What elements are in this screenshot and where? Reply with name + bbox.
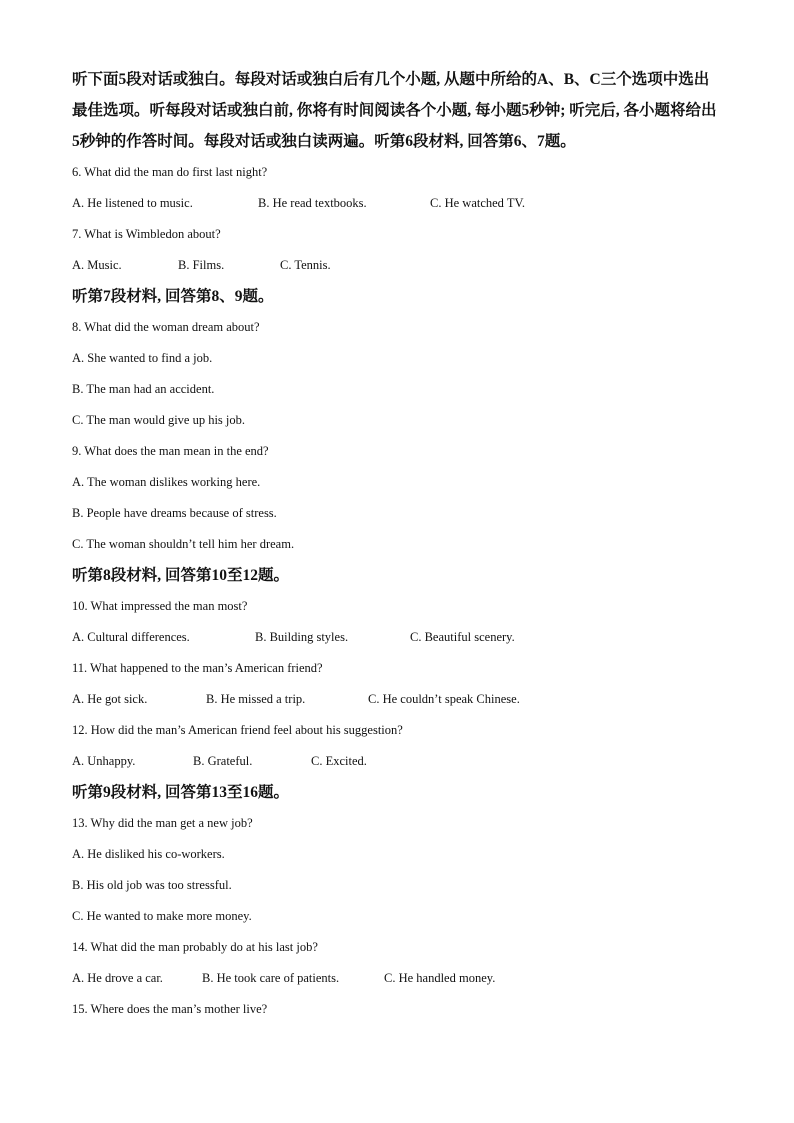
option-10b: B. Building styles. xyxy=(255,630,349,644)
option-10c: C. Beautiful scenery. xyxy=(410,630,515,644)
question-15: 15. Where does the man’s mother live? xyxy=(72,1002,268,1016)
section-heading-8: 听第8段材料, 回答第10至12题。 xyxy=(72,567,290,584)
section-heading-7: 听第7段材料, 回答第8、9题。 xyxy=(72,288,274,305)
option-13b: B. His old job was too stressful. xyxy=(72,878,232,892)
option-7b: B. Films. xyxy=(178,258,225,272)
section-heading-9: 听第9段材料, 回答第13至16题。 xyxy=(72,784,290,801)
question-7-options xyxy=(72,250,724,281)
question-13: 13. Why did the man get a new job? xyxy=(72,816,253,830)
question-6: 6. What did the man do first last night? xyxy=(72,165,268,179)
option-12c: C. Excited. xyxy=(311,754,367,768)
question-6-options xyxy=(72,188,724,219)
question-8: 8. What did the woman dream about? xyxy=(72,320,260,334)
question-7: 7. What is Wimbledon about? xyxy=(72,227,221,241)
option-7c: C. Tennis. xyxy=(280,258,331,272)
question-10-options xyxy=(72,622,724,653)
option-13c: C. He wanted to make more money. xyxy=(72,909,252,923)
section-instructions: 听下面5段对话或独白。每段对话或独白后有几个小题, 从题中所给的A、B、C三个选项中选出最佳选项。听每段对话或独白前, 你将有时间阅读各个小题, 每小题5秒钟; 听完后, 各小题将给出5秒钟的作答时间。每段对话或独白读两遍。听第6段材料, 回答第6、7题。 xyxy=(72,71,717,150)
question-14-options xyxy=(72,963,724,994)
question-12: 12. How did the man’s American friend feel about his suggestion? xyxy=(72,723,403,737)
page-content xyxy=(72,64,724,1025)
option-6a: A. He listened to music. xyxy=(72,196,193,210)
option-6c: C. He watched TV. xyxy=(430,196,526,210)
option-13a: A. He disliked his co-workers. xyxy=(72,847,225,861)
option-14a: A. He drove a car. xyxy=(72,971,163,985)
option-9c: C. The woman shouldn’t tell him her dream. xyxy=(72,537,295,551)
option-12b: B. Grateful. xyxy=(193,754,253,768)
option-9b: B. People have dreams because of stress. xyxy=(72,506,277,520)
option-11c: C. He couldn’t speak Chinese. xyxy=(368,692,520,706)
question-11: 11. What happened to the man’s American friend? xyxy=(72,661,323,675)
question-14: 14. What did the man probably do at his last job? xyxy=(72,940,318,954)
option-8b: B. The man had an accident. xyxy=(72,382,215,396)
option-8c: C. The man would give up his job. xyxy=(72,413,246,427)
option-14b: B. He took care of patients. xyxy=(202,971,340,985)
question-12-options xyxy=(72,746,724,777)
option-8a: A. She wanted to find a job. xyxy=(72,351,213,365)
option-9a: A. The woman dislikes working here. xyxy=(72,475,261,489)
option-6b: B. He read textbooks. xyxy=(258,196,367,210)
question-10: 10. What impressed the man most? xyxy=(72,599,248,613)
question-11-options xyxy=(72,684,724,715)
question-9: 9. What does the man mean in the end? xyxy=(72,444,269,458)
option-10a: A. Cultural differences. xyxy=(72,630,190,644)
option-11a: A. He got sick. xyxy=(72,692,148,706)
option-7a: A. Music. xyxy=(72,258,122,272)
option-14c: C. He handled money. xyxy=(384,971,496,985)
option-11b: B. He missed a trip. xyxy=(206,692,306,706)
option-12a: A. Unhappy. xyxy=(72,754,136,768)
